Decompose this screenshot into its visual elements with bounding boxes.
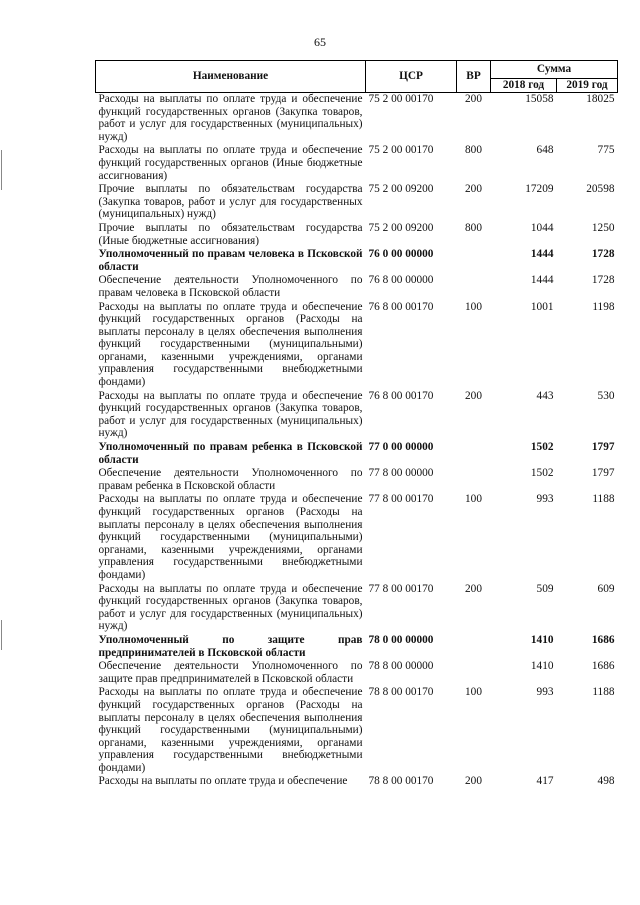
row-name: Обеспечение деятельности Уполномоченного по правам человека в Псковской области <box>98 274 363 299</box>
row-vr-code: 200 <box>465 389 482 402</box>
table-row <box>96 222 618 248</box>
header-year-2018: 2018 год <box>491 79 557 93</box>
table-row <box>96 144 618 183</box>
row-vr-code <box>457 248 491 274</box>
scan-margin-mark <box>1 620 2 650</box>
table-row <box>96 183 618 222</box>
header-name: Наименование <box>96 61 366 93</box>
row-amount-2019: 1188 <box>592 493 615 506</box>
row-amount-2019: 1728 <box>591 248 615 261</box>
row-amount-2019: 1686 <box>591 660 615 673</box>
row-amount-2019: 1686 <box>591 633 615 646</box>
table-row <box>96 390 618 441</box>
row-amount-2018: 1444 <box>530 274 554 287</box>
row-csr-code: 76 0 00 00000 <box>368 248 434 261</box>
row-csr-code: 76 8 00 00170 <box>368 300 434 313</box>
row-csr-code: 76 8 00 00170 <box>368 389 434 402</box>
row-amount-2018: 1001 <box>530 300 554 313</box>
row-amount-2018: 17209 <box>525 183 554 196</box>
row-amount-2018: 993 <box>536 493 554 506</box>
row-amount-2018: 993 <box>536 686 554 699</box>
table-body <box>96 93 618 790</box>
row-amount-2018: 417 <box>536 775 554 788</box>
header-sum: Сумма <box>491 61 618 79</box>
row-amount-2019: 1728 <box>591 274 615 287</box>
row-name: Прочие выплаты по обязательствам государства (Иные бюджетные ассигнования) <box>98 221 363 247</box>
row-csr-code: 75 2 00 09200 <box>368 221 434 234</box>
row-amount-2018: 1044 <box>530 221 554 234</box>
row-vr-code <box>457 467 491 493</box>
table-row <box>96 634 618 660</box>
row-amount-2018: 1444 <box>530 248 554 261</box>
row-name: Уполномоченный по защите прав предпринимателей в Псковской области <box>98 633 363 659</box>
row-amount-2019: 1250 <box>591 221 615 234</box>
table-row <box>96 301 618 390</box>
row-vr-code <box>457 274 491 300</box>
row-vr-code: 800 <box>465 221 482 234</box>
row-name: Расходы на выплаты по оплате труда и обеспечение <box>98 775 348 788</box>
row-name: Расходы на выплаты по оплате труда и обеспечение функций государственных органов (Закупка товаров, работ и услуг для государственных (муниципальных) нужд) <box>98 93 363 143</box>
row-amount-2019: 1198 <box>592 300 615 313</box>
header-csr: ЦСР <box>366 61 457 93</box>
row-vr-code <box>457 660 491 686</box>
row-name: Прочие выплаты по обязательствам государства (Закупка товаров, работ и услуг для государственных (муниципальных) нужд) <box>98 183 363 221</box>
row-vr-code <box>457 634 491 660</box>
row-vr-code: 200 <box>465 582 482 595</box>
row-amount-2018: 1502 <box>530 441 554 454</box>
row-csr-code: 78 8 00 00170 <box>368 775 434 788</box>
row-vr-code: 100 <box>465 300 482 313</box>
table-row <box>96 248 618 274</box>
table-row <box>96 493 618 582</box>
row-amount-2018: 648 <box>536 144 554 157</box>
row-name: Обеспечение деятельности Уполномоченного по защите прав предпринимателей в Псковской области <box>98 660 363 685</box>
row-csr-code: 75 2 00 09200 <box>368 183 434 196</box>
row-csr-code: 76 8 00 00000 <box>368 274 434 287</box>
row-amount-2018: 15058 <box>525 93 554 105</box>
row-amount-2019: 530 <box>597 389 615 402</box>
row-amount-2019: 1797 <box>591 467 615 480</box>
table-row <box>96 467 618 493</box>
row-vr-code: 100 <box>465 493 482 506</box>
row-csr-code: 77 8 00 00000 <box>368 467 434 480</box>
row-amount-2018: 1410 <box>530 633 554 646</box>
row-vr-code: 200 <box>465 775 482 788</box>
row-amount-2018: 1410 <box>530 660 554 673</box>
row-amount-2019: 609 <box>597 582 615 595</box>
header-vr: ВР <box>457 61 491 93</box>
table-row <box>96 441 618 467</box>
header-year-2019: 2019 год <box>557 79 618 93</box>
row-amount-2019: 498 <box>597 775 615 788</box>
row-amount-2018: 443 <box>536 389 554 402</box>
row-csr-code: 78 0 00 00000 <box>368 633 434 646</box>
row-name: Расходы на выплаты по оплате труда и обеспечение функций государственных органов (Расходы на выплаты персоналу в целях обеспечения выполнения функций государственными (муниципальными) органами, казенными учреждениями, органами управления государственными внебюджетными фондами) <box>98 686 363 774</box>
table-row <box>96 775 618 789</box>
row-csr-code: 78 8 00 00000 <box>368 660 434 673</box>
row-name: Расходы на выплаты по оплате труда и обеспечение функций государственных органов (Иные бюджетные ассигнования) <box>98 144 363 182</box>
table-row <box>96 274 618 300</box>
table-row <box>96 93 618 145</box>
table-row <box>96 660 618 686</box>
row-vr-code: 200 <box>465 93 482 105</box>
row-name: Обеспечение деятельности Уполномоченного по правам ребенка в Псковской области <box>98 467 363 492</box>
row-amount-2019: 18025 <box>586 93 615 105</box>
row-amount-2019: 775 <box>597 144 615 157</box>
row-name: Уполномоченный по правам человека в Псковской области <box>98 248 363 273</box>
row-vr-code: 100 <box>465 686 482 699</box>
row-csr-code: 75 2 00 00170 <box>368 93 434 105</box>
row-csr-code: 78 8 00 00170 <box>368 686 434 699</box>
row-name: Расходы на выплаты по оплате труда и обеспечение функций государственных органов (Закупка товаров, работ и услуг для государственных (муниципальных) нужд) <box>98 389 363 440</box>
row-csr-code: 77 8 00 00170 <box>368 582 434 595</box>
row-name: Расходы на выплаты по оплате труда и обеспечение функций государственных органов (Расходы на выплаты персоналу в целях обеспечения выполнения функций государственными (муниципальными) органами, казенными учреждениями, органами управления государственными внебюджетными фондами) <box>98 300 363 389</box>
row-name: Расходы на выплаты по оплате труда и обеспечение функций государственных органов (Расходы на выплаты персоналу в целях обеспечения выполнения функций государственными (муниципальными) органами, казенными учреждениями, органами управления государственными внебюджетными фондами) <box>98 493 363 581</box>
row-amount-2019: 1797 <box>591 441 615 454</box>
scan-margin-mark <box>1 150 2 190</box>
budget-table <box>95 60 618 789</box>
page-number: 65 <box>314 35 326 49</box>
table-row <box>96 583 618 634</box>
row-vr-code: 800 <box>465 144 482 157</box>
row-csr-code: 75 2 00 00170 <box>368 144 434 157</box>
row-csr-code: 77 8 00 00170 <box>368 493 434 506</box>
row-vr-code: 200 <box>465 183 482 196</box>
row-name: Расходы на выплаты по оплате труда и обеспечение функций государственных органов (Закупка товаров, работ и услуг для государственных (муниципальных) нужд) <box>98 582 363 633</box>
row-amount-2018: 509 <box>536 582 554 595</box>
row-vr-code <box>457 441 491 467</box>
table-row <box>96 686 618 775</box>
row-amount-2019: 20598 <box>586 183 615 196</box>
row-amount-2018: 1502 <box>530 467 554 480</box>
row-name: Уполномоченный по правам ребенка в Псковской области <box>98 441 363 466</box>
row-csr-code: 77 0 00 00000 <box>368 441 434 454</box>
row-amount-2019: 1188 <box>592 686 615 699</box>
